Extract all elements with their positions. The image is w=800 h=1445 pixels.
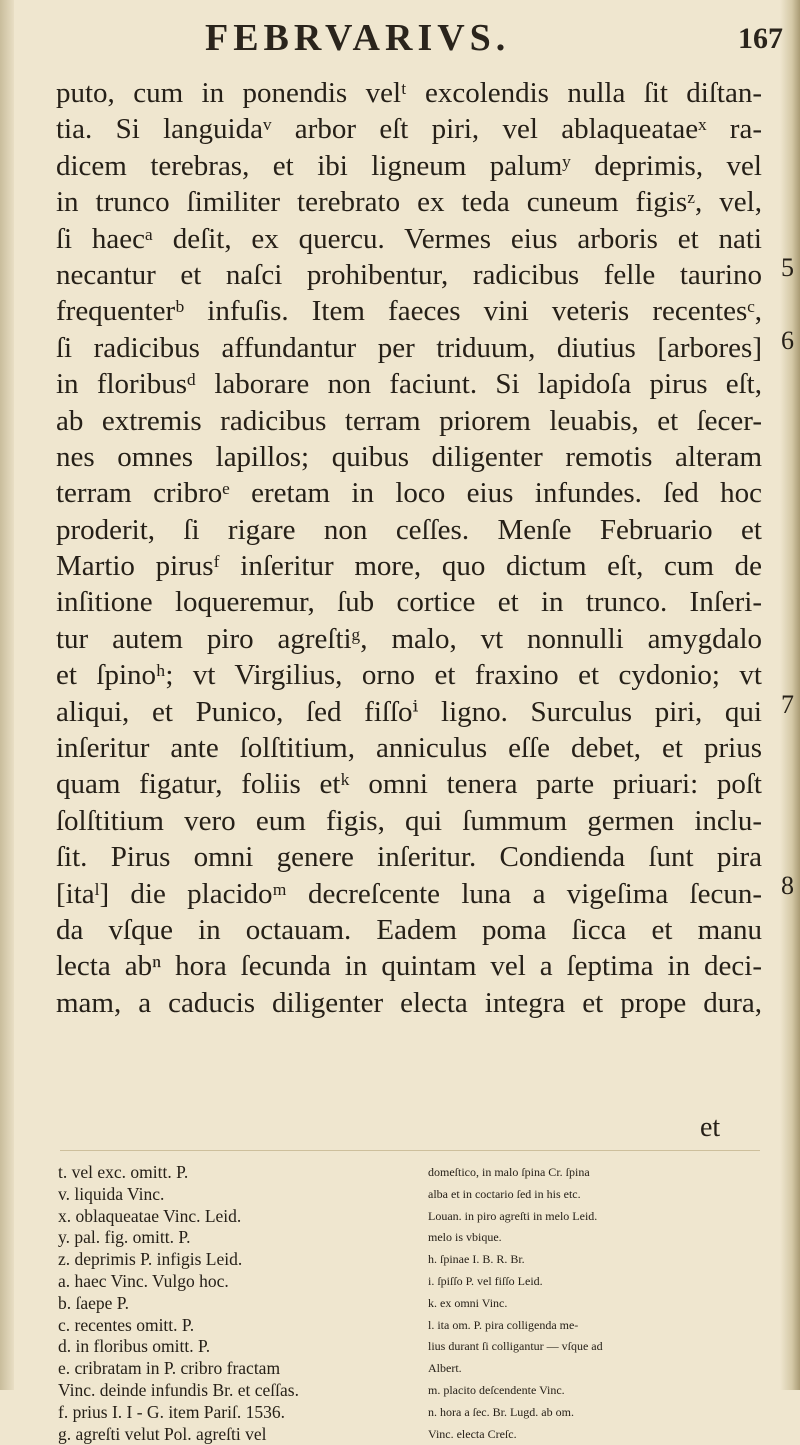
text-line: aliqui, et Punico, ſed fiſſoⁱ ligno. Surculus piri, qui (56, 695, 762, 728)
page-number: 167 (738, 22, 783, 55)
text-line: necantur et naſci prohibentur, radicibus felle taurino (56, 258, 762, 291)
text-line: tia. Si languidaᵛ arbor eſt piri, vel ablaqueataeˣ ra- (56, 113, 762, 146)
footnote-line: d. in floribus omitt. P. (58, 1336, 211, 1357)
text-line: ſolſtitium vero eum figis, qui ſummum germen inclu- (56, 804, 762, 837)
main-text-block (56, 75, 762, 1021)
text-line: Martio pirusᶠ inſeritur more, quo dictum eſt, cum de (56, 550, 762, 583)
text-line: in trunco ſimiliter terebrato ex teda cuneum figisᶻ, vel, (56, 186, 762, 219)
footnote-line: y. pal. fig. omitt. P. (58, 1227, 191, 1248)
footnote-line: l. ita om. P. pira colligenda me- (428, 1317, 579, 1332)
footnote-line: t. vel exc. omitt. P. (58, 1162, 189, 1182)
text-line: et ſpinoʰ; vt Virgilius, orno et fraxino et cydonio; vt (56, 659, 762, 692)
footnote-line: i. ſpiſſo P. vel fiſſo Leid. (428, 1273, 543, 1288)
line-number: 5 (781, 253, 794, 282)
footnote-line: c. recentes omitt. P. (58, 1314, 195, 1335)
footnote-line: f. prius I. I - G. item Pariſ. 1536. (58, 1401, 285, 1422)
footnote-line: m. placito deſcendente Vinc. (428, 1382, 565, 1397)
text-line: [itaˡ] die placidoᵐ decreſcente luna a vigeſima ſecun- (56, 877, 762, 910)
line-number: 7 (781, 690, 794, 719)
footnote-line: g. agreſti velut Pol. agreſti vel (58, 1423, 267, 1444)
footnote-line: lius durant ſi colligantur — vſque ad (428, 1339, 603, 1354)
page-gutter-shadow (0, 0, 14, 1390)
text-line: tur autem piro agreſtiᵍ, malo, vt nonnulli amygdalo (56, 622, 762, 655)
text-line: lecta abⁿ hora ſecunda in quintam vel a ſeptima in deci- (56, 950, 762, 983)
footnote-line: x. oblaqueatae Vinc. Leid. (58, 1205, 242, 1226)
footnotes-left-column (58, 1162, 388, 1445)
footnotes-right-column (428, 1162, 773, 1445)
footnote-line: domeſtico, in malo ſpina Cr. ſpina (428, 1165, 590, 1179)
footnote-line: e. cribratam in P. cribro fractam (58, 1358, 281, 1379)
text-line: inſitione loqueremur, ſub cortice et in trunco. Inſeri- (56, 586, 762, 619)
footnote-line: n. hora a ſec. Br. Lugd. ab om. (428, 1404, 574, 1419)
text-line: quam figatur, foliis etᵏ omni tenera parte priuari: poſt (56, 768, 762, 801)
footnote-line: v. liquida Vinc. (58, 1183, 165, 1204)
text-line: inſeritur ante ſolſtitium, anniculus eſſe debet, et prius (56, 732, 762, 765)
footnote-line: Vinc. electa Creſc. (428, 1426, 517, 1441)
footnote-line: z. deprimis P. infigis Leid. (58, 1249, 243, 1270)
text-line: da vſque in octauam. Eadem poma ſicca et manu (56, 913, 762, 946)
footnote-line: alba et in coctario ſed in his etc. (428, 1186, 581, 1201)
footnote-line: Albert. (428, 1361, 462, 1376)
text-line: ab extremis radicibus terram priorem leuabis, et ſecer- (56, 404, 762, 437)
footnote-line: melo is vbique. (428, 1230, 502, 1245)
footnote-line: b. ſaepe P. (58, 1292, 129, 1313)
text-line: proderit, ſi rigare non ceſſes. Menſe Februario et (56, 513, 762, 546)
text-line: ſit. Pirus omni genere inſeritur. Condienda ſunt pira (56, 841, 762, 874)
footnote-line: h. ſpinae I. B. R. Br. (428, 1252, 525, 1267)
text-line: puto, cum in ponendis velᵗ excolendis nulla ſit diſtan- (56, 77, 762, 109)
text-line: in floribusᵈ laborare non faciunt. Si lapidoſa pirus eſt, (56, 368, 762, 401)
running-head: FEBRVARIVS. (205, 17, 511, 59)
notes-divider (60, 1150, 760, 1151)
text-line: terram cribroᵉ eretam in loco eius infundes. ſed hoc (56, 477, 762, 510)
line-number: 8 (781, 871, 794, 900)
footnote-line: k. ex omni Vinc. (428, 1295, 508, 1310)
text-line: frequenterᵇ infuſis. Item faeces vini veteris recentesᶜ, (56, 295, 762, 328)
footnote-line: Louan. in piro agreſti in melo Leid. (428, 1208, 598, 1223)
text-line: ſi haecᵃ deſit, ex quercu. Vermes eius arboris et nati (56, 222, 762, 255)
page-header (0, 12, 800, 72)
text-line: dicem terebras, et ibi ligneum palumʸ deprimis, vel (56, 149, 762, 182)
footnote-line: Vinc. deinde infundis Br. et ceſſas. (58, 1379, 299, 1400)
footnote-line: a. haec Vinc. Vulgo hoc. (58, 1270, 229, 1291)
text-line: mam, a caducis diligenter electa integra et prope dura, (56, 986, 762, 1019)
text-line: nes omnes lapillos; quibus diligenter remotis alteram (56, 440, 762, 473)
catchword: et (700, 1112, 721, 1143)
text-line: ſi radicibus affundantur per triduum, diutius [arbores] (56, 331, 762, 364)
line-number: 6 (781, 326, 794, 355)
